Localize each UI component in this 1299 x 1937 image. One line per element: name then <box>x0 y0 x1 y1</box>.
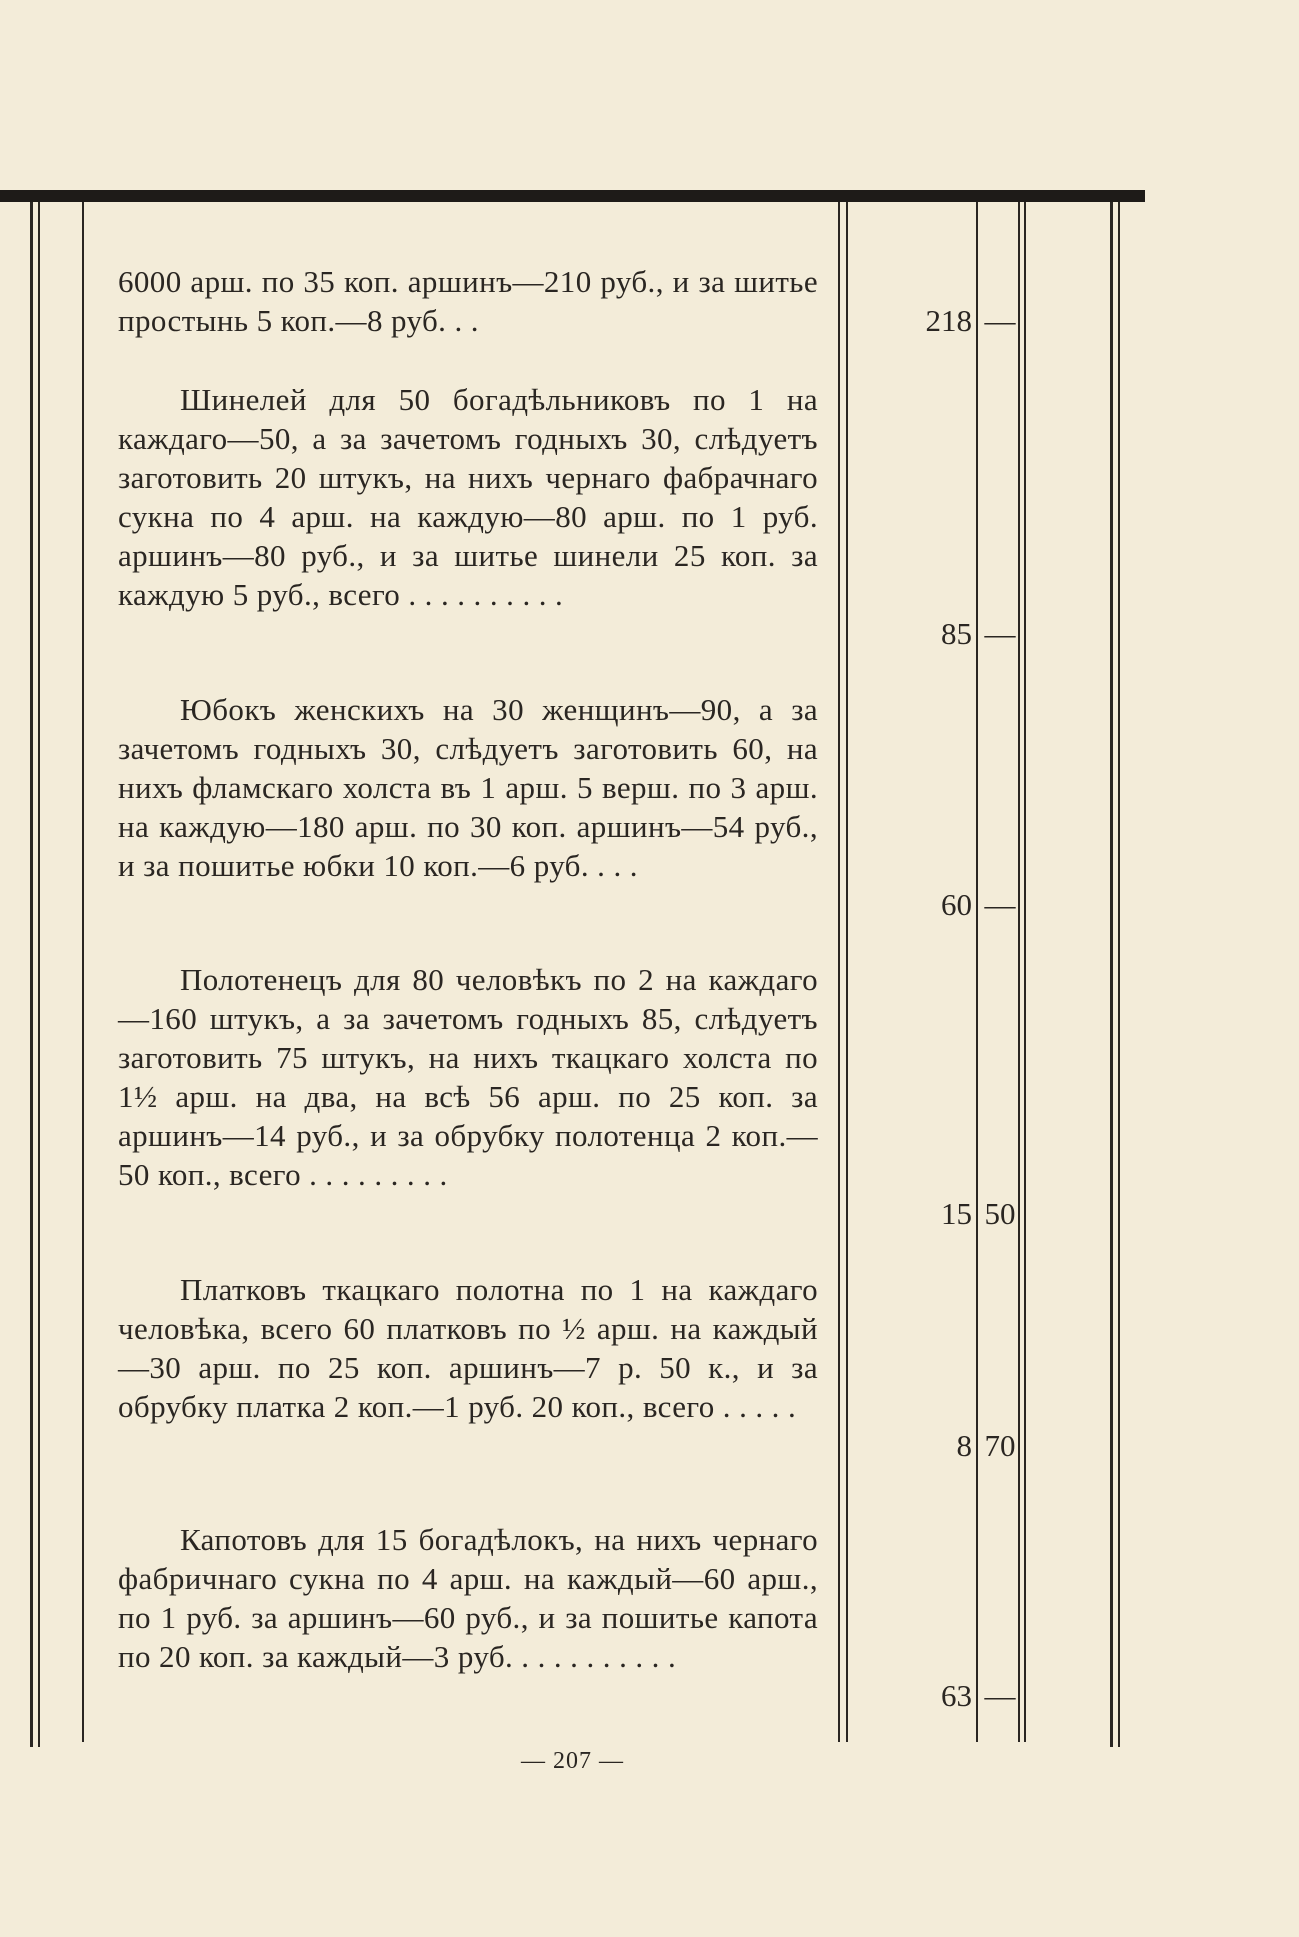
entry-5-rubles: 8 <box>956 1428 972 1463</box>
entry-2-rubles: 85 <box>941 616 972 651</box>
entry-5-kopecks: 70 <box>984 1428 1016 1463</box>
entry-4: Полотенецъ для 80 человѣкъ по 2 на каждаго—160 штукъ, а за зачетомъ годныхъ 85, слѣдуетъ заготовить 75 штукъ, на нихъ ткацкаго холста по 1½ арш. на два, на всѣ 56 арш. по 25 коп. за аршинъ—14 руб., и за обрубку полотенца 2 коп.—50 коп., всего . . . . . . . . . <box>118 962 818 1192</box>
entry-2-kopecks: — <box>984 616 1016 651</box>
entry-4-rubles: 15 <box>941 1196 972 1231</box>
entry-1-rubles: 218 <box>925 303 972 338</box>
rule-kopeck-divider <box>976 202 978 1742</box>
page-number: — 207 — <box>521 1748 624 1774</box>
entry-4-kopecks: 50 <box>984 1196 1016 1231</box>
entry-2: Шинелей для 50 богадѣльниковъ по 1 на каждаго—50, а за зачетомъ годныхъ 30, слѣдуетъ заготовить 20 штукъ, на нихъ чернаго фабрачнаго сукна по 4 арш. на каждую—80 арш. по 1 руб. аршинъ—80 руб., и за шитье шинели 25 коп. за каждую 5 руб., всего . . . . . . . . . . <box>118 382 818 612</box>
rule-text-left <box>82 202 84 1742</box>
entry-6: Капотовъ для 15 богадѣлокъ, на нихъ чернаго фабричнаго сукна по 4 арш. на каждый—60 арш., по 1 руб. за аршинъ—60 руб., и за пошитье капота по 20 коп. за каждый—3 руб. . . . . . . . . . . <box>118 1522 818 1674</box>
rule-amount-left-2 <box>846 202 848 1742</box>
rule-left-inner <box>38 202 40 1747</box>
rule-right-2 <box>1024 202 1026 1742</box>
entry-1-kopecks: — <box>984 303 1016 338</box>
rule-left-outer <box>30 202 33 1747</box>
entry-6-rubles: 63 <box>941 1678 972 1713</box>
rule-right-3 <box>1110 202 1113 1747</box>
top-rule <box>0 190 1145 202</box>
rule-right-1 <box>1018 202 1020 1742</box>
entry-3-rubles: 60 <box>941 887 972 922</box>
entry-3: Юбокъ женскихъ на 30 женщинъ—90, а за зачетомъ годныхъ 30, слѣдуетъ заготовить 60, на нихъ фламскаго холста въ 1 арш. 5 верш. по 3 арш. на каждую—180 арш. по 30 коп. аршинъ—54 руб., и за пошитье юбки 10 коп.—6 руб. . . . <box>118 692 818 883</box>
entry-3-kopecks: — <box>984 887 1016 922</box>
entry-5: Платковъ ткацкаго полотна по 1 на каждаго человѣка, всего 60 платковъ по ½ арш. на каждый—30 арш. по 25 коп. аршинъ—7 р. 50 к., и за обрубку платка 2 коп.—1 руб. 20 коп., всего . . . . . <box>118 1272 818 1424</box>
entry-6-kopecks: — <box>984 1678 1016 1713</box>
rule-right-4 <box>1118 202 1120 1747</box>
rule-amount-left-1 <box>838 202 840 1742</box>
entry-1: 6000 арш. по 35 коп. аршинъ—210 руб., и за шитье простынь 5 коп.—8 руб. . . <box>118 264 818 338</box>
